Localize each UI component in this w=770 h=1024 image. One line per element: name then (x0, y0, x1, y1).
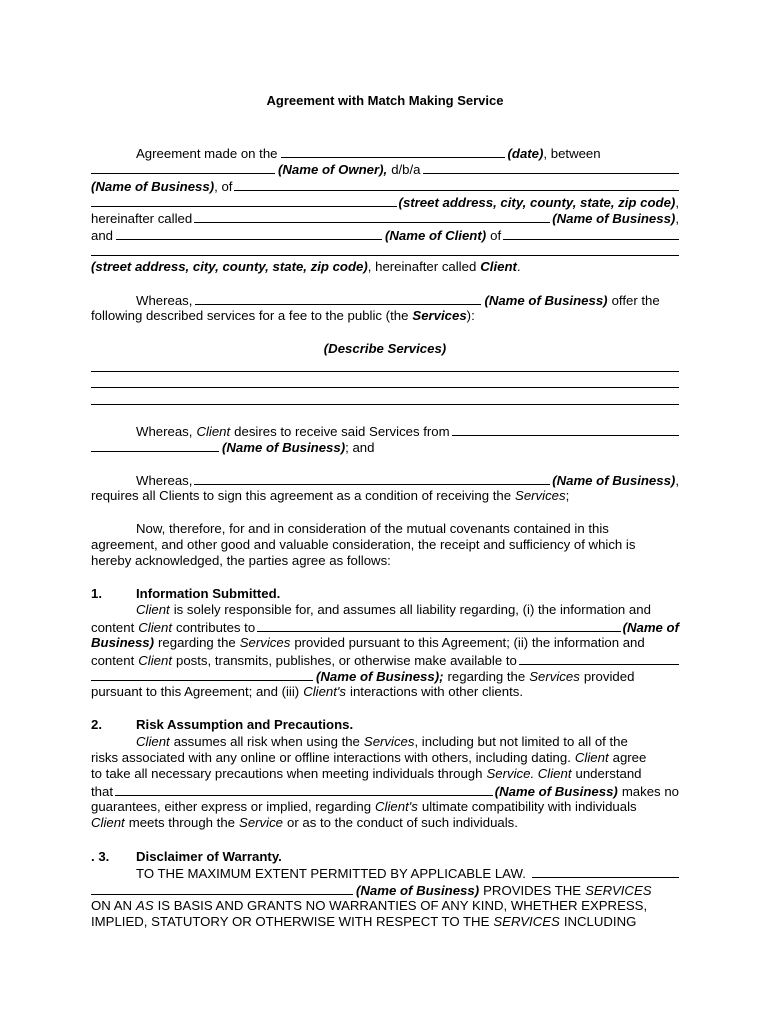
client-desires-line-2: (Name of Business) ; and (91, 439, 679, 456)
services-blank-3[interactable] (91, 404, 679, 405)
section-3-line-1: TO THE MAXIMUM EXTENT PERMITTED BY APPLICABLE LAW. (136, 865, 679, 882)
section-1-line-3: Business) regarding the Services provided pursuant to this Agreement; (ii) the information and (91, 635, 645, 650)
section-2-line-5: guarantees, either express or implied, regarding Client's ultimate compatibility with individuals (91, 799, 637, 814)
consideration-line-2: agreement, and other good and valuable consideration, the receipt and sufficiency of which is (91, 537, 636, 552)
services-description-line: following described services for a fee to the public (the Services ): (91, 308, 475, 323)
contributes-to-blank[interactable] (257, 619, 620, 632)
consideration-line-1: Now, therefore, for and in consideration of the mutual covenants contained in this (136, 521, 609, 536)
section-1-line-5: (Name of Business); regarding the Services provided (91, 668, 679, 685)
section-1-line-1: Client is solely responsible for, and assumes all liability regarding, (i) the information and (136, 602, 651, 617)
requires-business-blank[interactable] (194, 472, 550, 485)
services-from-blank[interactable] (452, 423, 679, 436)
section-3-line-2: (Name of Business) PROVIDES THE SERVICES (91, 882, 679, 899)
owner-name-blank[interactable] (91, 161, 275, 174)
understand-business-blank[interactable] (115, 783, 493, 796)
section-2-line-4: that (Name of Business) makes no (91, 784, 679, 799)
consideration-line-3: hereby acknowledged, the parties agree as follows: (91, 553, 391, 568)
hereinafter-line: hereinafter called (Name of Business) , (91, 211, 679, 226)
services-whereas-line: Whereas, (Name of Business) offer the (136, 293, 660, 308)
business-address-blank-2[interactable] (91, 194, 397, 207)
section-2-line-1: Client assumes all risk when using the Services , including but not limited to all of the (136, 734, 628, 749)
client-address-line: (street address, city, county, state, zip code) , hereinafter called Client . (91, 259, 521, 274)
requires-whereas-line: Whereas, (Name of Business) , (136, 473, 679, 488)
date-blank[interactable] (281, 145, 505, 158)
business-of-line: (Name of Business) , of (91, 178, 679, 195)
section-2-line-6: Client meets through the Service or as to the conduct of such individuals. (91, 815, 518, 830)
make-available-to-blank[interactable] (519, 652, 679, 665)
services-business-blank[interactable] (195, 292, 481, 305)
describe-services-label: (Describe Services) (323, 341, 447, 356)
requires-line-2: requires all Clients to sign this agreement as a condition of receiving the Services ; (91, 488, 570, 503)
make-available-to-blank-2[interactable] (91, 668, 313, 681)
section-3-line-4: IMPLIED, STATUTORY OR OTHERWISE WITH RESPECT TO THE SERVICES INCLUDING (91, 914, 637, 929)
client-line: and (Name of Client) of (91, 227, 679, 244)
client-desires-line: Whereas, Client desires to receive said Services from (136, 423, 679, 440)
section-3-heading: . 3. Disclaimer of Warranty. (91, 849, 282, 864)
section-1-line-2: content Client contributes to (Name of (91, 620, 679, 635)
business-name-blank[interactable] (194, 210, 550, 223)
section-1-line-4: content Client posts, transmits, publishes, or otherwise make available to (91, 652, 679, 669)
document-title: Agreement with Match Making Service (266, 93, 504, 108)
section-3-line-3: ON AN AS IS BASIS AND GRANTS NO WARRANTIES OF ANY KIND, WHETHER EXPRESS, (91, 898, 648, 913)
client-name-blank[interactable] (116, 227, 382, 240)
section-2-line-2: risks associated with any online or offline interactions with others, including dating. Client agree (91, 750, 647, 765)
client-of-blank[interactable] (503, 227, 679, 240)
section-2-heading: 2. Risk Assumption and Precautions. (91, 717, 354, 732)
business-address-line: (street address, city, county, state, zip code) , (91, 194, 679, 211)
disclaimer-business-blank-2[interactable] (91, 882, 353, 895)
agreement-date-line: Agreement made on the (date) , between (136, 146, 601, 161)
dba-blank[interactable] (423, 161, 679, 174)
disclaimer-business-blank[interactable] (532, 865, 679, 878)
section-1-heading: 1. Information Submitted. (91, 586, 281, 601)
client-address-blank[interactable] (91, 255, 679, 256)
services-blank-1[interactable] (91, 371, 679, 372)
owner-line: (Name of Owner), d/b/a (91, 161, 679, 178)
section-1-line-6: pursuant to this Agreement; and (iii) Client's interactions with other clients. (91, 684, 523, 699)
services-from-blank-2[interactable] (91, 439, 219, 452)
services-blank-2[interactable] (91, 387, 679, 388)
section-2-line-3: to take all necessary precautions when meeting individuals through Service. Client understand (91, 766, 642, 781)
business-address-blank[interactable] (234, 178, 679, 191)
